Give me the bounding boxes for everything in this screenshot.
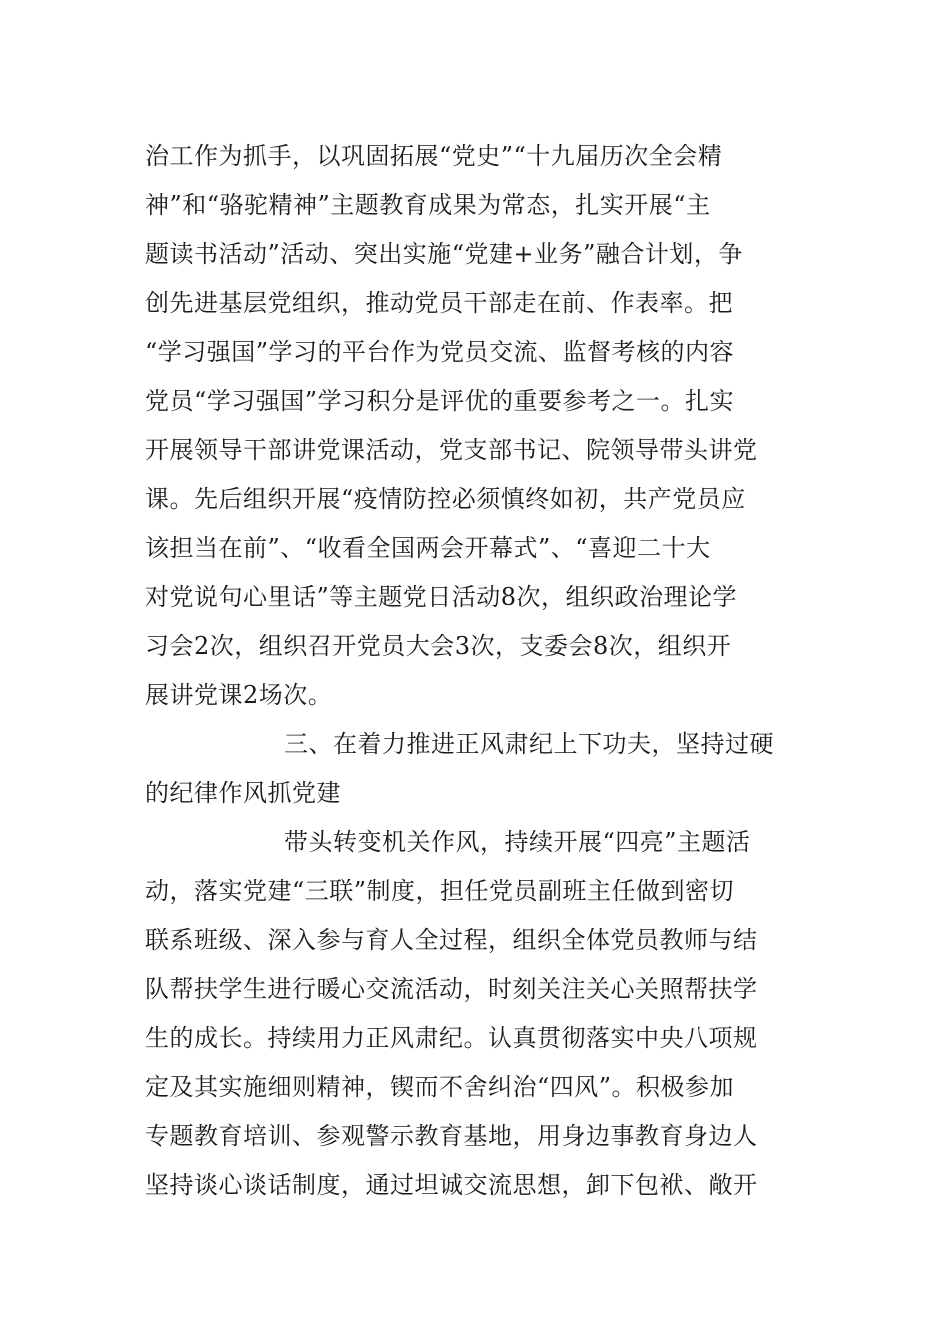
paragraph-line: 创先进基层党组织，推动党员干部走在前、作表率。把 bbox=[145, 289, 733, 317]
paragraph-line: “学习强国”学习的平台作为党员交流、监督考核的内容 bbox=[145, 338, 735, 366]
section-heading-line: 三、在着力推进正风肃纪上下功夫，坚持过硬 bbox=[284, 730, 774, 758]
paragraph-line: 定及其实施细则精神，锲而不舍纠治“四风”。积极参加 bbox=[145, 1073, 735, 1101]
paragraph-line: 带头转变机关作风，持续开展“四亮”主题活 bbox=[284, 828, 751, 856]
paragraph-line: 题读书活动”活动、突出实施“党建+业务”融合计划，争 bbox=[145, 240, 743, 268]
paragraph-line: 治工作为抓手，以巩固拓展“党史”“十九届历次全会精 bbox=[145, 142, 723, 170]
section-heading-line: 的纪律作风抓党建 bbox=[145, 779, 341, 807]
paragraph-line: 该担当在前”、“收看全国两会开幕式”、“喜迎二十大 bbox=[145, 534, 711, 562]
paragraph-line: 习会2次，组织召开党员大会3次，支委会8次，组织开 bbox=[145, 632, 732, 660]
paragraph-line: 队帮扶学生进行暖心交流活动，时刻关注关心关照帮扶学 bbox=[145, 975, 758, 1003]
paragraph-line: 展讲党课2场次。 bbox=[145, 681, 333, 709]
paragraph-line: 坚持谈心谈话制度，通过坦诚交流思想，卸下包袱、敞开 bbox=[145, 1171, 758, 1199]
paragraph-line: 党员“学习强国”学习积分是评优的重要参考之一。扎实 bbox=[145, 387, 735, 415]
paragraph-line: 联系班级、深入参与育人全过程，组织全体党员教师与结 bbox=[145, 926, 758, 954]
paragraph-line: 生的成长。持续用力正风肃纪。认真贯彻落实中央八项规 bbox=[145, 1024, 758, 1052]
paragraph-line: 动，落实党建“三联”制度，担任党员副班主任做到密切 bbox=[145, 877, 735, 905]
paragraph-line: 课。先后组织开展“疫情防控必须慎终如初，共产党员应 bbox=[145, 485, 746, 513]
paragraph-line: 神”和“骆驼精神”主题教育成果为常态，扎实开展“主 bbox=[145, 191, 711, 219]
paragraph-line: 开展领导干部讲党课活动，党支部书记、院领导带头讲党 bbox=[145, 436, 758, 464]
paragraph-line: 对党说句心里话”等主题党日活动8次，组织政治理论学 bbox=[145, 583, 738, 611]
paragraph-line: 专题教育培训、参观警示教育基地，用身边事教育身边人 bbox=[145, 1122, 758, 1150]
